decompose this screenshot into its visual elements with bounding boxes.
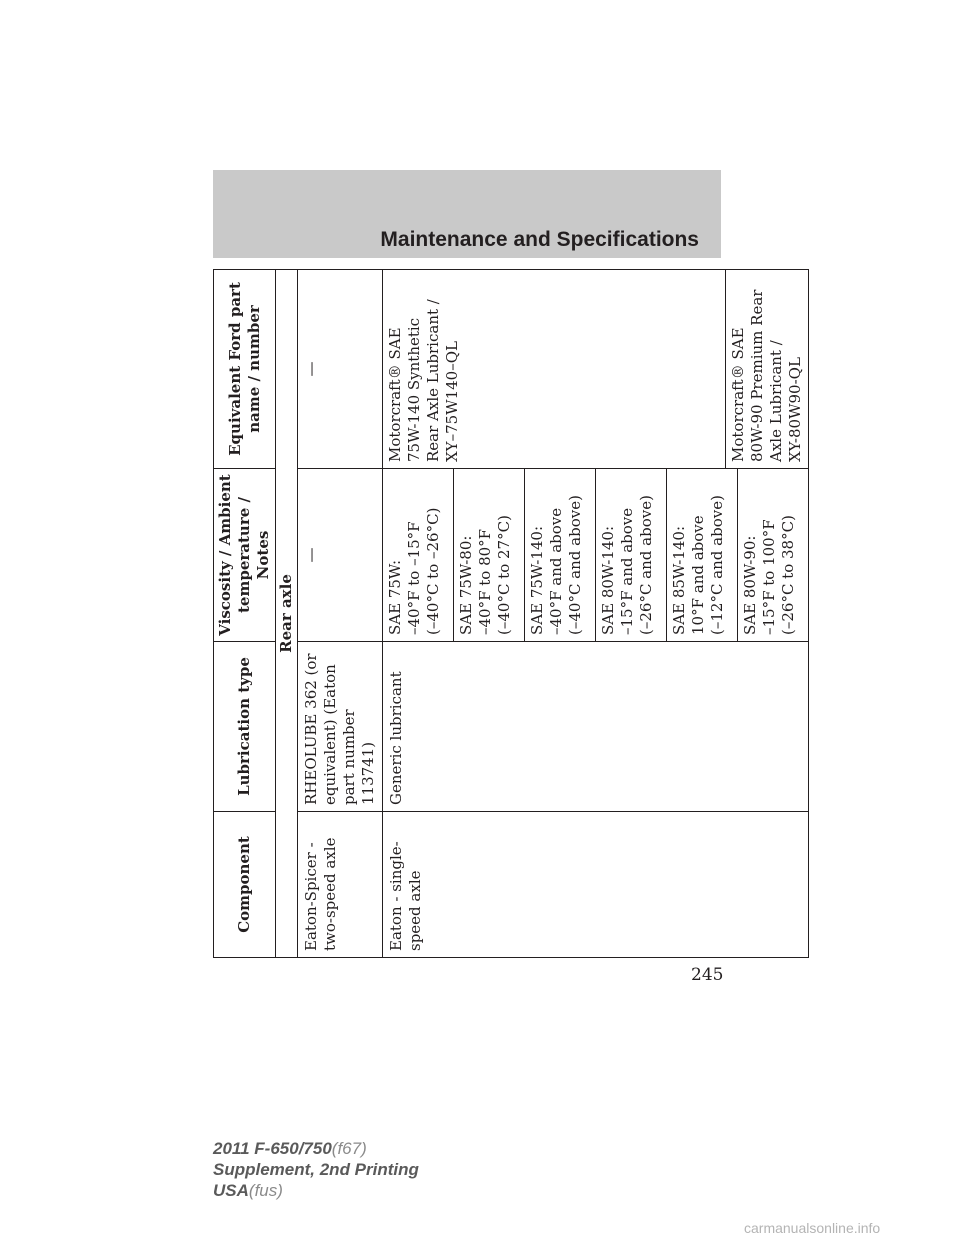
column-header-lubrication-type: Lubrication type	[214, 642, 276, 812]
ford-part-subtable	[383, 270, 808, 468]
cell-ford-part: —	[298, 270, 383, 469]
viscosity-entry: SAE 75W-140: –40°F and above (–40°C and above)	[524, 469, 595, 641]
cell-viscosity-group	[383, 469, 809, 642]
ford-part-entry: Motorcraft® SAE 80W-90 Premium Rear Axle Lubricant / XY-80W90-QL	[725, 270, 808, 468]
column-header-viscosity: Viscosity / Ambient temperature / Notes	[214, 469, 276, 642]
section-label-rear-axle: Rear axle	[276, 270, 298, 958]
cell-component: Eaton-Spicer - two-speed axle	[298, 812, 383, 958]
viscosity-subtable	[383, 469, 808, 641]
page-number: 245	[691, 965, 724, 985]
viscosity-entry: SAE 75W: –40°F to –15°F (–40°C to –26°C)	[386, 507, 442, 635]
footer-line-market: USA(fus)	[213, 1181, 283, 1200]
rotated-table-container	[213, 270, 804, 958]
footer-line-model: 2011 F-650/750(f67)	[213, 1139, 367, 1158]
viscosity-entry: SAE 75W-80: –40°F to 80°F (–40°C to 27°C)	[453, 469, 524, 641]
column-header-ford-part: Equivalent Ford part name / number	[214, 270, 276, 469]
cell-viscosity: —	[298, 469, 383, 642]
lubricant-spec-table	[213, 269, 809, 958]
viscosity-entry: SAE 85W-140: 10°F and above (–12°C and above)	[666, 469, 737, 641]
table-row	[383, 270, 809, 958]
table-header-row	[214, 270, 276, 958]
cell-component: Eaton - single-speed axle	[383, 812, 809, 958]
cell-lubrication: RHEOLUBE 362 (or equivalent) (Eaton part number 113741)	[298, 642, 383, 812]
table-row	[298, 270, 383, 958]
cell-lubrication: Generic lubricant	[383, 642, 809, 812]
site-watermark: carmanualsonline.info	[744, 1220, 881, 1236]
print-footer	[213, 1138, 419, 1201]
cell-ford-part-group	[383, 270, 809, 469]
column-header-component: Component	[214, 812, 276, 958]
table-section-row	[276, 270, 298, 958]
viscosity-entry: SAE 80W-90: –15°F to 100°F (–26°C to 38°C)	[737, 469, 807, 641]
viscosity-entry: SAE 80W-140: –15°F and above (–26°C and above)	[595, 469, 666, 641]
section-title: Maintenance and Specifications	[380, 228, 699, 251]
footer-line-edition: Supplement, 2nd Printing	[213, 1160, 419, 1179]
section-header-band	[213, 170, 721, 258]
ford-part-entry: Motorcraft® SAE 75W-140 Synthetic Rear Axle Lubricant / XY–75W140–QL	[386, 299, 461, 462]
